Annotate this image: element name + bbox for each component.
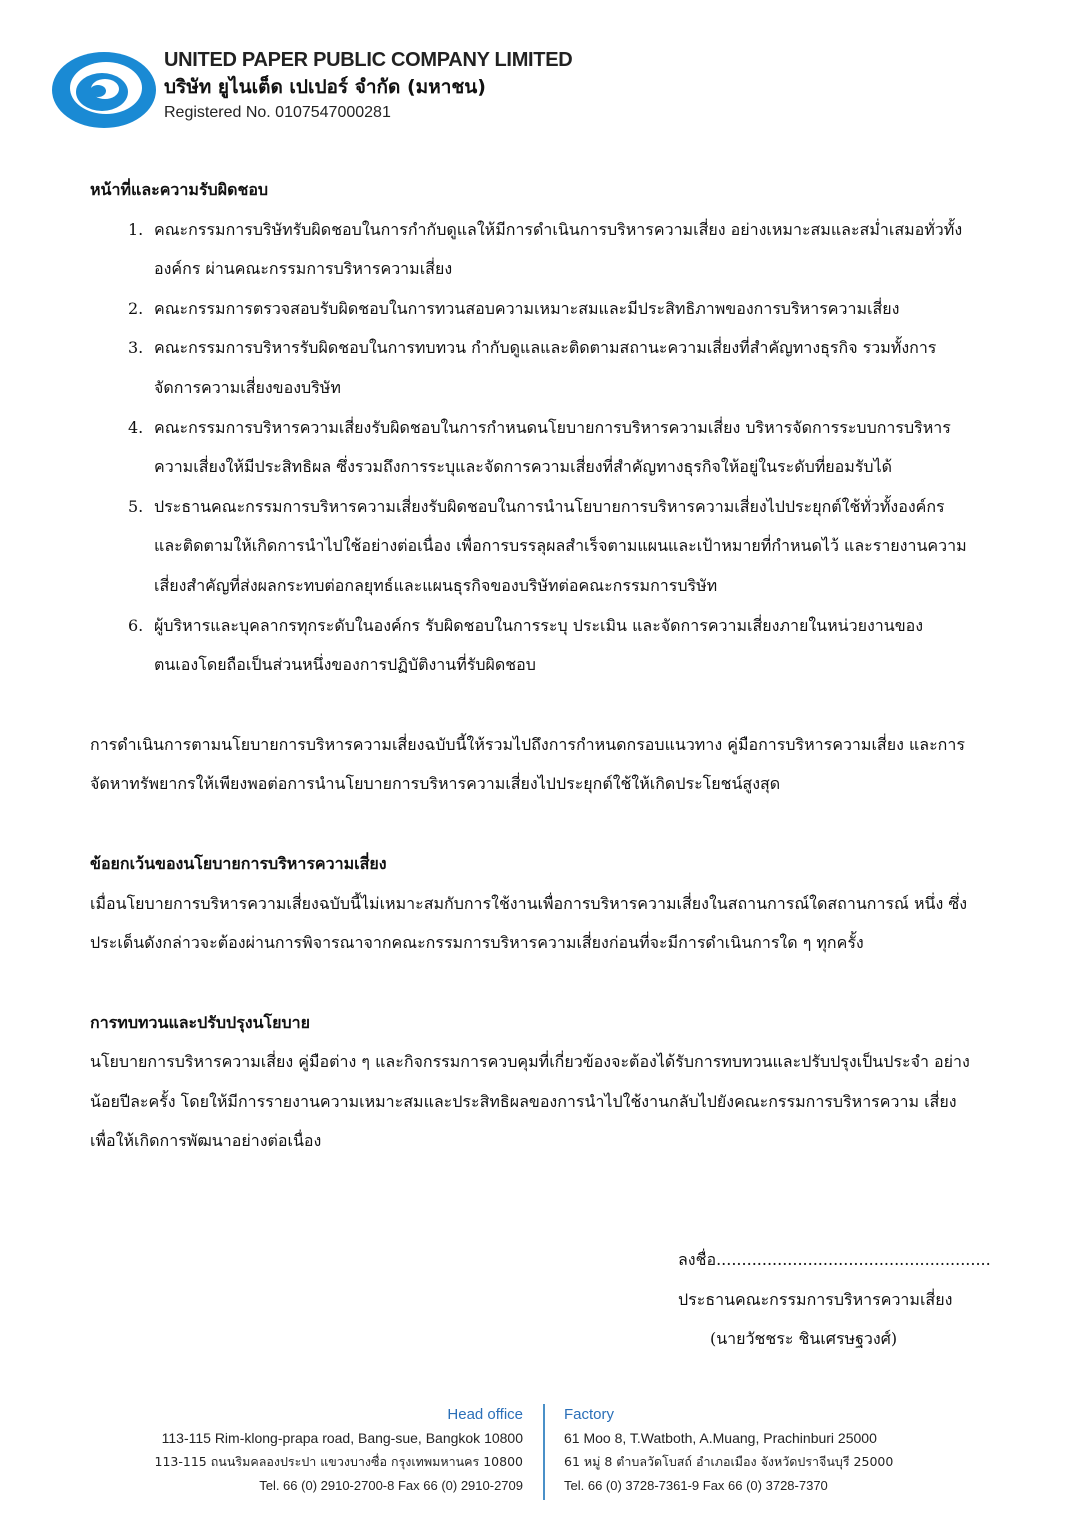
list-item (90, 487, 970, 606)
responsibilities-heading: หน้าที่และความรับผิดชอบ (90, 180, 269, 199)
factory-address-th: 61 หมู่ 8 ตำบลวัดโบสถ์ อำเภอเมือง จังหวัดปราจีนบุรี 25000 (564, 1454, 894, 1469)
factory-label: Factory (564, 1406, 615, 1423)
company-logo-icon (50, 50, 158, 130)
list-text: คณะกรรมการบริษัทรับผิดชอบในการกำกับดูแลให้มีการดำเนินการบริหารความเสี่ยง อย่างเหมาะสมและสม่ำเสมอทั่วทั้ง องค์กร ผ่านคณะกรรมการบริหารความเสี่ยง (154, 219, 963, 279)
list-number: 5. (128, 496, 144, 516)
list-number: 3. (128, 338, 144, 358)
signature-line: ลงชื่อ...................................................... (678, 1250, 991, 1269)
factory-tel: Tel. 66 (0) 3728-7361-9 Fax 66 (0) 3728-7370 (564, 1478, 828, 1493)
company-name-block (164, 48, 572, 124)
signatory-name: (นายวัชชระ ชินเศรษฐวงศ์) (710, 1329, 898, 1349)
list-item (90, 328, 970, 407)
list-item (90, 606, 970, 685)
company-name-en: UNITED PAPER PUBLIC COMPANY LIMITED (164, 49, 573, 71)
list-item (90, 210, 970, 289)
list-item (90, 408, 970, 487)
spacer (90, 963, 970, 1003)
signatory-title: ประธานคณะกรรมการบริหารความเสี่ยง (678, 1289, 953, 1309)
implementation-paragraph: การดำเนินการตามนโยบายการบริหารความเสี่ยงฉบับนี้ให้รวมไปถึงการกำหนดกรอบแนวทาง คู่มือการบริหารความเสี่ยง และการจัดหาทรัพยากรให้เพียงพอต่อการนำนโยบายการบริหารความเสี่ยงไปประยุกต์ใช้ให้เกิดประโยชน์สูงสุด (90, 734, 965, 794)
footer-divider (543, 1404, 545, 1500)
factory-address-en: 61 Moo 8, T.Watboth, A.Muang, Prachinburi 25000 (564, 1430, 877, 1446)
list-text: ประธานคณะกรรมการบริหารความเสี่ยงรับผิดชอบในการนำนโยบายการบริหารความเสี่ยงไปประยุกต์ใช้ทั่วทั้งองค์กร และติดตามให้เกิดการนำไปใช้อย่างต่อเนื่อง เพื่อการบรรลุผลสำเร็จตามแผนและเป้าหมายที่กำหนดไว้ และรายงานความ เสี่ยงสำคัญที่ส่งผลกระทบต่อกลยุทธ์และแผนธุรกิจของบริษัทต่อคณะกรรมการบริษัท (154, 496, 967, 595)
exceptions-paragraph: เมื่อนโยบายการบริหารความเสี่ยงฉบับนี้ไม่เหมาะสมกับการใช้งานเพื่อการบริหารความเสี่ยงในสถานการณ์ใดสถานการณ์ หนึ่ง ซึ่งประเด็นดังกล่าวจะต้องผ่านการพิจารณาจากคณะกรรมการบริหารความเสี่ยงก่อนที่จะมีการดำเนินการใด ๆ ทุกครั้ง (90, 893, 968, 953)
review-paragraph: นโยบายการบริหารความเสี่ยง คู่มือต่าง ๆ และกิจกรรมการควบคุมที่เกี่ยวข้องจะต้องได้รับการทบทวนและปรับปรุงเป็นประจำ อย่างน้อยปีละครั้ง โดยให้มีการรายงานความเหมาะสมและประสิทธิผลของการนำไปใช้งานกลับไปยังคณะกรรมการบริหารความ เสี่ยงเพื่อให้เกิดการพัฒนาอย่างต่อเนื่อง (90, 1052, 970, 1151)
list-text: คณะกรรมการตรวจสอบรับผิดชอบในการทวนสอบความเหมาะสมและมีประสิทธิภาพของการบริหารความเสี่ยง (154, 298, 900, 318)
responsibilities-list (90, 210, 970, 685)
factory-block (564, 1404, 893, 1498)
registration-number: Registered No. 0107547000281 (164, 104, 391, 121)
company-name-th: บริษัท ยูไนเต็ด เปเปอร์ จำกัด (มหาชน) (164, 76, 486, 98)
list-text: คณะกรรมการบริหารรับผิดชอบในการทบทวน กำกับดูแลและติดตามสถานะความเสี่ยงที่สำคัญทางธุรกิจ รวมทั้งการ จัดการความเสี่ยงของบริษัท (154, 338, 937, 397)
review-heading: การทบทวนและปรับปรุงนโยบาย (90, 1012, 311, 1032)
list-number: 1. (128, 219, 144, 239)
exceptions-heading: ข้อยกเว้นของนโยบายการบริหารความเสี่ยง (90, 853, 387, 873)
footer (0, 1400, 1082, 1510)
head-office-block (155, 1404, 523, 1498)
list-text: ผู้บริหารและบุคลากรทุกระดับในองค์กร รับผิดชอบในการระบุ ประเมิน และจัดการความเสี่ยงภายในหน่วยงานของ ตนเองโดยถือเป็นส่วนหนึ่งของการปฏิบัติงานที่รับผิดชอบ (154, 615, 924, 675)
spacer (90, 804, 970, 844)
list-number: 2. (128, 298, 144, 318)
head-office-tel: Tel. 66 (0) 2910-2700-8 Fax 66 (0) 2910-2709 (259, 1478, 523, 1493)
head-office-address-en: 113-115 Rim-klong-prapa road, Bang-sue, Bangkok 10800 (161, 1430, 523, 1446)
head-office-label: Head office (447, 1406, 523, 1423)
spacer (90, 685, 970, 725)
document-body (90, 170, 970, 1161)
list-number: 4. (128, 417, 144, 437)
list-item (90, 289, 970, 329)
signature-block (600, 1240, 991, 1359)
list-number: 6. (128, 615, 144, 635)
head-office-address-th: 113-115 ถนนริมคลองประปา แขวงบางซื่อ กรุงเทพมหานคร 10800 (154, 1454, 523, 1469)
list-text: คณะกรรมการบริหารความเสี่ยงรับผิดชอบในการกำหนดนโยบายการบริหารความเสี่ยง บริหารจัดการระบบการบริหาร ความเสี่ยงให้มีประสิทธิผล ซึ่งรวมถึงการระบุและจัดการความเสี่ยงที่สำคัญทางธุรกิจให้อยู่ในระดับที่ยอมรับได้ (154, 417, 951, 477)
letterhead (50, 48, 573, 138)
